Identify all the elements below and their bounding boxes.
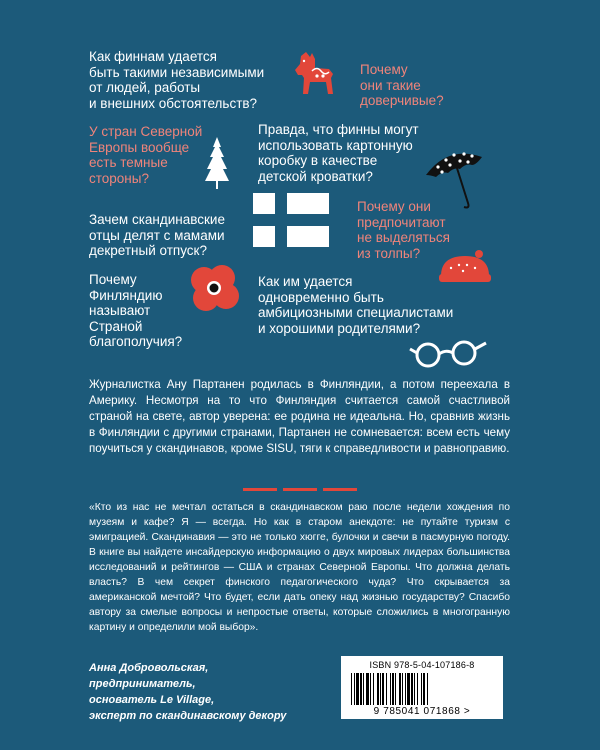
divider-left: [243, 488, 277, 491]
testimonial-author: Анна Добровольская, предприниматель, основатель Le Village, эксперт по скандинавскому декору: [89, 662, 287, 722]
finnish-flag-icon: [253, 193, 329, 247]
barcode: [341, 656, 503, 719]
question-cardboard-box: Правда, что финны могут использовать картонную коробку в качестве детской кроватки?: [258, 122, 419, 184]
question-independence: Как финнам удается быть такими независимыми от людей, работы и внешних обстоятельств?: [89, 49, 265, 111]
divider-middle: [283, 488, 317, 491]
question-welfare-country: Почему Финляндию называют Страной благополучия?: [89, 272, 183, 349]
testimonial-quote: «Кто из нас не мечтал остаться в скандинавском раю после недели хождения по музеям и кафе? Я — всегда. Но как в старом анекдоте: не путайте туризм с эмиграцией. Скандинавия — это не только хюгге, булочки и свечи в пасмурную погоду. В книге вы найдете инсайдерскую информацию о двух мировых лидерах большинства исследований и рейтингов — США и странах Северной Европы. Что должна делать власть? В чем секрет финского педагогического чуда? Что скрывается за американской мечтой? Что будет, если дать опеку над жизнью государству? Спасибо автору за смелые вопросы и непростые ответы, которые сложились в многогранную картину и определили мой выбор».: [89, 502, 510, 633]
question-career-and-parenting: Как им удается одновременно быть амбициозными специалистами и хорошими родителями?: [258, 274, 454, 336]
poppy-flower-icon: [188, 264, 240, 316]
book-description: Журналистка Ану Партанен родилась в Финляндии, а потом переехала в Америку. Несмотря на то что Финляндия считается самой счастливой страной на свете, автор уверена: ее родина не идеальна. Но, сравнив жизнь в Финляндии с другими странами, Партанен не сомневается: всем есть чему поучиться у скандинавов, кроме SISU, тяги к справедливости и равноправию.: [89, 378, 510, 455]
fir-tree-icon: [203, 135, 231, 191]
dala-horse-icon: [293, 48, 341, 103]
glasses-icon: [408, 337, 490, 369]
barcode-bars: [351, 673, 493, 705]
question-dark-sides: У стран Северной Европы вообще есть темные стороны?: [89, 124, 203, 186]
question-trusting: Почему они такие доверчивые?: [360, 62, 444, 108]
question-parental-leave: Зачем скандинавские отцы делят с мамами декретный отпуск?: [89, 212, 225, 258]
isbn-label: ISBN 978-5-04-107186-8: [369, 660, 475, 670]
divider-right: [323, 488, 357, 491]
question-stand-out: Почему они предпочитают не выделяться из толпы?: [357, 199, 450, 261]
barcode-digits: 9 785041 071868 >: [373, 706, 471, 717]
